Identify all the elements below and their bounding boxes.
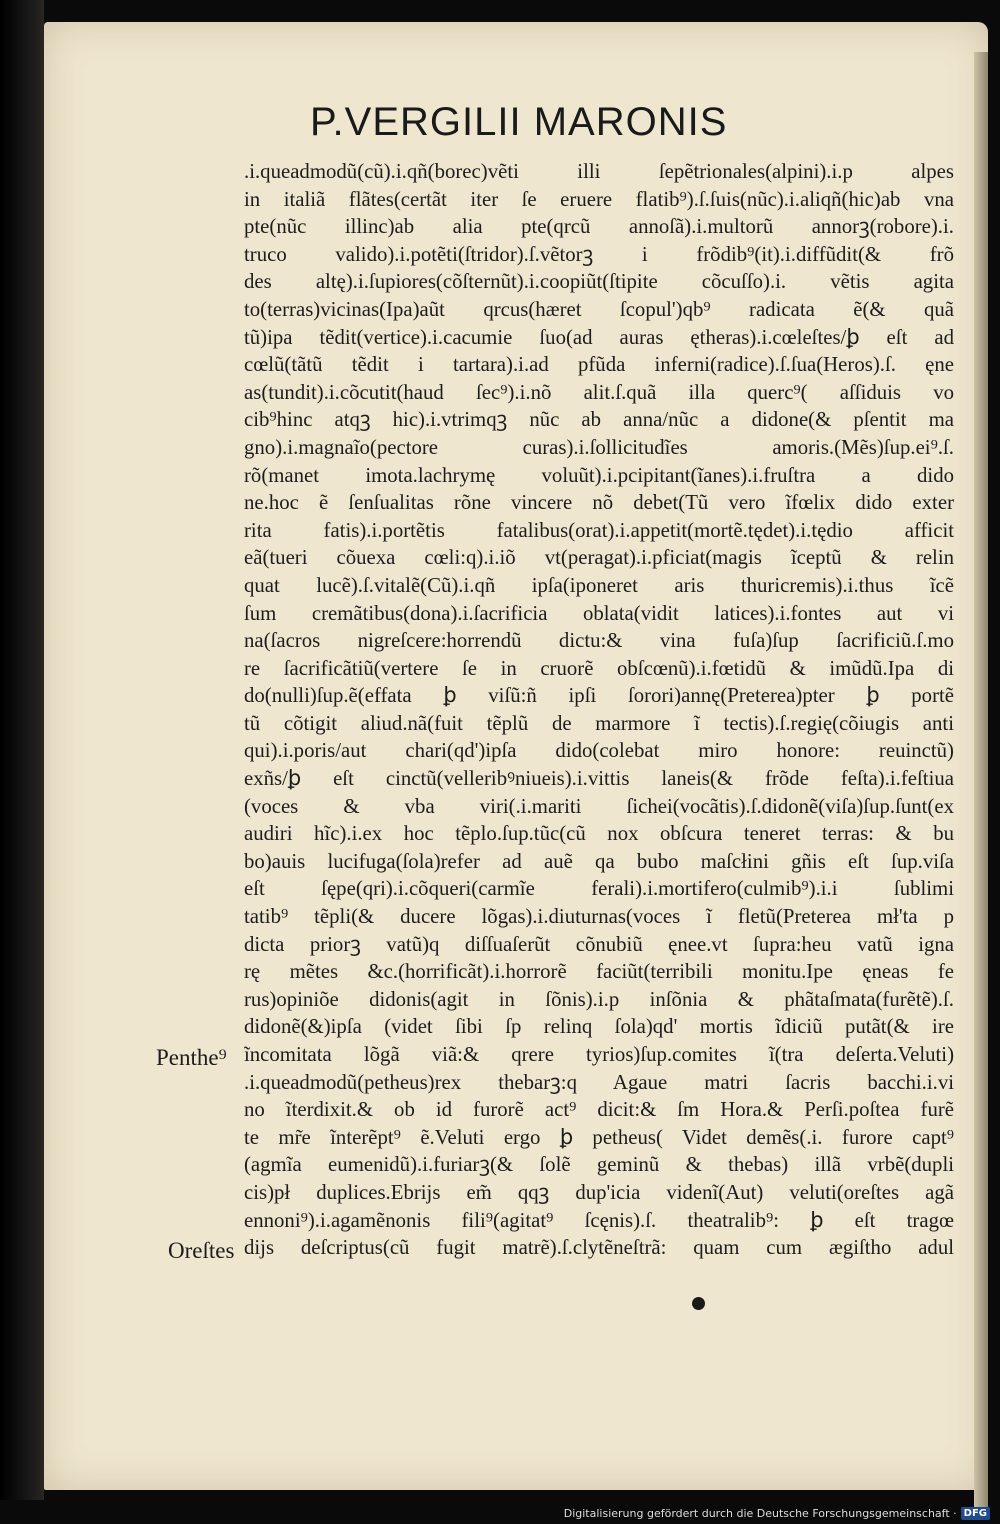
text-line: dijs deſcriptus(cũ fugit matrẽ).ſ.clytẽneſtrã: quam cum ægiſtho adul	[244, 1236, 954, 1260]
text-line: ĩncomitata lõgã viã:& qrere tyrios)ſup.comites ĩ(tra deſerta.Veluti)	[244, 1043, 954, 1066]
text-line: rę mẽtes &c.(horrificãt).i.horrorẽ faciũt(terribili monitu.Ipe ęneas fe	[244, 960, 954, 984]
text-line: qui).i.poris/aut chari(qd')ipſa dido(colebat miro honore: reuinctũ)	[244, 739, 954, 763]
text-line: tatib⁹ tẽpli(& ducere lõgas).i.diuturnas(voces ĩ fletũ(Preterea mł'ta p	[244, 905, 954, 929]
text-line: dicta priorꝫ vatũ)q diſſuaſerũt cõnubiũ ęnee.vt ſupra:heu vatũ igna	[244, 932, 954, 956]
scan-background	[0, 0, 44, 1500]
text-line: gno).i.magnaĩo(pectore curas).i.ſollicitudĩes amoris.(Mẽs)ſup.ei⁹.ſ.	[244, 435, 954, 459]
text-line: tũ)ipa tẽdit(vertice).i.cacumie ſuo(ad auras ętheras).i.cœleſtes/ꝧ eſt ad	[244, 325, 954, 349]
text-line: re ſacrificãtiũ(vertere ſe in cruorẽ obſcœnũ).i.fœtidũ & imũdũ.Ipa di	[244, 656, 954, 680]
text-line: .i.queadmodũ(petheus)rex thebarꝫ:q Agaue matri ſacris bacchi.i.vi	[244, 1070, 954, 1094]
text-line: tũ cõtigit aliud.nã(fuit tẽplũ de marmore ĩ tectis).ſ.regię(cõiugis anti	[244, 711, 954, 735]
text-line: bo)auis lucifuga(ſola)refer ad auẽ qa bubo maſcłini gñis eſt ſup.viſa	[244, 849, 954, 873]
text-line: truco valido).i.potẽti(ſtridor).ſ.vẽtorꝫ i frõdib⁹(it).i.diffũdit(& frõ	[244, 242, 954, 266]
page-edge	[974, 52, 988, 1512]
text-line: (agmĩa eumenidũ).i.furiarꝫ(& ſolẽ geminũ & thebas) illã vrbẽ(dupli	[244, 1153, 954, 1177]
text-line: in italiã flãtes(certãt iter ſe eruere flatib⁹).ſ.ſuis(nũc).i.aliqñ(hic)ab vna	[244, 187, 954, 211]
text-line: to(terras)vicinas(Ipa)aũt qrcus(hæret ſcopul')qb⁹ radicata ẽ(& quã	[244, 297, 954, 321]
text-line: rus)opiniõe didonis(agit in ſõnis).i.p inſõnia & phãtaſmata(furẽtẽ).ſ.	[244, 987, 954, 1011]
text-line: eſt ſępe(qri).i.cõqueri(carmĩe ferali).i.mortifero(culmib⁹).i.i ſublimi	[244, 877, 954, 901]
text-line: cib⁹hinc atqꝫ hic).i.vtrimqꝫ nũc ab anna/nũc a didone(& pſentit ma	[244, 408, 954, 432]
text-line: do(nulli)ſup.ẽ(effata ꝧ viſũ:ñ ipſi ſorori)annę(Preterea)pter ꝧ portẽ	[244, 684, 954, 708]
text-line: ennoni⁹).i.agamẽnonis fili⁹(agitat⁹ ſcęnis).ſ. theatralib⁹: ꝧ eſt tragœ	[244, 1208, 954, 1232]
text-line: rita fatis).i.portẽtis fatalibus(orat).i.appetit(mortẽ.tędet).i.tędio afficit	[244, 518, 954, 542]
text-line: no ĩterdixit.& ob id furorẽ act⁹ dicit:& ſm Hora.& Perſi.poſtea furẽ	[244, 1098, 954, 1122]
margin-note-penthe: Penthe⁹	[156, 1045, 227, 1070]
margin-note-orestes: Oreſtes	[168, 1238, 235, 1263]
funding-footer	[564, 1507, 990, 1520]
text-line: te mr̃e ĩnterẽpt⁹ ẽ.Veluti ergo ꝧ petheus( Videt demẽs(.i. furore capt⁹	[244, 1125, 954, 1149]
ink-dot	[692, 1297, 705, 1310]
funding-text: Digitalisierung gefördert durch die Deutsche Forschungsgemeinschaft ·	[563, 1507, 957, 1520]
text-line: pte(nũc illinc)ab alia pte(qrcũ annoſã).i.multorũ annorꝫ(robore).i.	[244, 215, 954, 239]
text-line: cœlũ(tãtũ tẽdit i tartara).i.ad pfũda inferni(radice).ſ.ſua(Heros).ſ. ęne	[244, 353, 954, 377]
text-line: ne.hoc ẽ ſenſualitas rõne vincere nõ debet(Tũ vero ĩfœlix dido exter	[244, 491, 954, 515]
text-line: cis)pł duplices.Ebrijs em̃ qqꝫ dup'icia videnĩ(Aut) veluti(oreſtes agã	[244, 1180, 954, 1204]
text-line: na(ſacros nigreſcere:horrendũ dictu:& vina fuſa)ſup ſacrificiũ.ſ.mo	[244, 629, 954, 653]
text-line: .i.queadmodũ(cũ).i.qñ(borec)vẽti illi ſepẽtrionales(alpini).i.p alpes	[244, 160, 954, 183]
text-line: exñs/ꝧ eſt cinctũ(velleribꝰniueis).i.vittis laneis(& frõde feſta).i.feſtiua	[244, 767, 954, 791]
text-line: audiri hĩc).i.ex hoc tẽplo.ſup.tũc(cũ nox obſcura teneret terras: & bu	[244, 822, 954, 846]
body-text	[244, 158, 954, 1262]
text-line: didonẽ(&)ipſa (videt ſibi ſp relinq ſola)qd' mortis ĩdiciũ putãt(& ire	[244, 1015, 954, 1039]
text-line: des altę).i.ſupiores(cõſternũt).i.coopiũt(ſtipite cõcuſſo).i. vẽtis agita	[244, 270, 954, 294]
dfg-logo[interactable]: DFG	[961, 1507, 990, 1520]
text-line: as(tundit).i.cõcutit(haud ſec⁹).i.nõ alit.ſ.quã illa querc⁹( aſſiduis vo	[244, 380, 954, 404]
text-line: ſum cremãtibus(dona).i.ſacrificia oblata(vidit latices).i.fontes aut vi	[244, 601, 954, 625]
text-line: eã(tueri cõuexa cœli:q).i.iõ vt(peragat).i.pficiat(magis ĩceptũ & relin	[244, 546, 954, 570]
running-head: P.VERGILII MARONIS	[310, 100, 728, 144]
text-line: (voces & vba viri(.i.mariti ſichei(vocãtis).ſ.didonẽ(viſa)ſup.ſunt(ex	[244, 794, 954, 818]
text-line: quat lucẽ).ſ.vitalẽ(Cũ).i.qñ ipſa(iponeret aris thuricremis).i.thus ĩcẽ	[244, 573, 954, 597]
text-line: rõ(manet imota.lachrymę voluũt).i.pcipitant(ĩanes).i.fruſtra a dido	[244, 463, 954, 487]
